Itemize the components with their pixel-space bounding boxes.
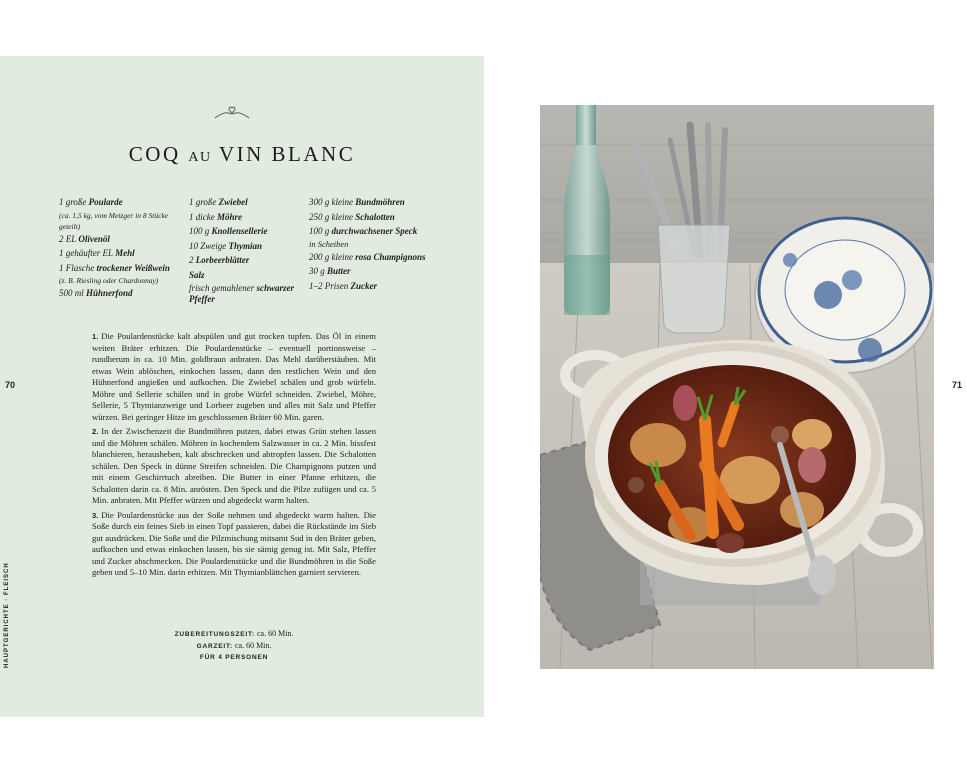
ingredient-item: 1 gehäufter EL Mehl (59, 248, 135, 259)
ingredient-item: 30 g Butter (309, 266, 351, 277)
ingredient-item: 500 ml Hühnerfond (59, 288, 133, 299)
recipe-meta (92, 628, 376, 663)
ingredients-column-1 (59, 195, 187, 301)
ingredient-item: 10 Zweige Thymian (189, 240, 263, 251)
ingredient-item: Salz (189, 269, 205, 280)
ingredients-column-3 (309, 195, 449, 294)
ingredient-item: 1–2 Prisen Zucker (309, 280, 377, 291)
prep-time: ZUBEREITUNGSZEIT: ca. 60 Min. (174, 629, 294, 638)
ingredient-item: 300 g kleine Bundmöhren (309, 197, 405, 207)
instruction-step: 3. Die Poulardenstücke aus der Soße nehmen und abgedeckt warm halten. Die Soße durch ein feines Sieb in einen Topf passieren, dabei die Rückstände im Sieb gut ausdrücken. Die Soße und die Pilzmischung mitsamt Sud in den Bräter geben, aufkochen und etwas einkochen lassen, bis sie sämig genug ist. Mit Salz, Pfeffer und Zucker abschmecken. Die Poulardenstücke und die Bundmöhren in die Soße geben und 5–10 Min. darin erhitzen. Mit Thymianblättchen garniert servieren. (92, 509, 376, 577)
ingredient-item: 2 EL Olivenöl (59, 233, 110, 244)
instruction-step: 2. In der Zwischenzeit die Bundmöhren putzen, dabei etwas Grün stehen lassen und die Möhren schälen. Möhren in kochendem Salzwasser in ca. 2 Min. bissfest blanchieren, herausheben, kalt abschrecken und abtropfen lassen. Die Schalotten schälen. Den Speck in dünne Streifen schneiden. Die Champignons putzen und mit einem Geschirrtuch abreiben. Die Butter in einer Pfanne erhitzen, die Schalotten darin ca. 8 Min. anrösten. Den Speck und die Pilze zufügen und ca. 5 Min. anbraten. Mit Pfeffer würzen und abgedeckt warm halten. (92, 426, 376, 505)
cook-time: GARZEIT: ca. 60 Min. (196, 641, 272, 650)
page-number-left: 70 (5, 380, 16, 390)
servings: FÜR 4 PERSONEN (199, 654, 269, 661)
heart-ornament-icon (213, 102, 251, 122)
ingredients-column-2 (189, 195, 307, 305)
instruction-step: 1. Die Poulardenstücke kalt abspülen und gut trocken tupfen. Das Öl in einem weiten Bräter erhitzen. Die Poulardenstücke – eventuell portionsweise – rundherum in ca. 10 Min. goldbraun anbraten. Das Mehl darüberstäuben. Mit etwas Wein ablöschen, einkochen lassen, dann den restlichen Wein und den Hühnerfond angießen und aufkochen. Die Zwiebel schälen und grob würfeln. Möhre und Sellerie schälen und in grobe Würfel schneiden. Zwiebel, Möhre, Sellerie, 5 Thymianzweige und Lorbeer zugeben und alles mit Salz und Pfeffer würzen. Bei geringer Hitze im geschlossenen Bräter 60 Min. garen. (92, 331, 376, 422)
dish-photo (540, 105, 934, 669)
instructions (92, 331, 376, 582)
ingredient-item: 200 g kleine rosa Champignons (309, 251, 426, 262)
ingredient-item: 100 g Knollensellerie (189, 226, 268, 237)
recipe-title: COQ AU VIN BLANC (128, 142, 356, 166)
page-number-right: 71 (952, 380, 963, 390)
ingredient-item: 1 große Zwiebel (189, 197, 248, 207)
ingredient-item: 1 große Poularde (ca. 1,5 kg, vom Metzger in 8 Stücke geteilt) (59, 197, 169, 231)
ingredient-item: frisch gemahlener schwarzer Pfeffer (189, 282, 295, 304)
ingredient-item: 1 Flasche trockener Weißwein (z. B. Riesling oder Chardonnay) (59, 262, 170, 286)
ingredient-item: 1 dicke Möhre (189, 211, 242, 222)
ingredient-item: 100 g durchwachsener Speck in Scheiben (309, 226, 418, 249)
ingredient-item: 250 g kleine Schalotten (309, 211, 395, 222)
ingredient-item: 2 Lorbeerblätter (189, 255, 250, 266)
section-label: HAUPTGERICHTE · FLEISCH (4, 562, 10, 668)
